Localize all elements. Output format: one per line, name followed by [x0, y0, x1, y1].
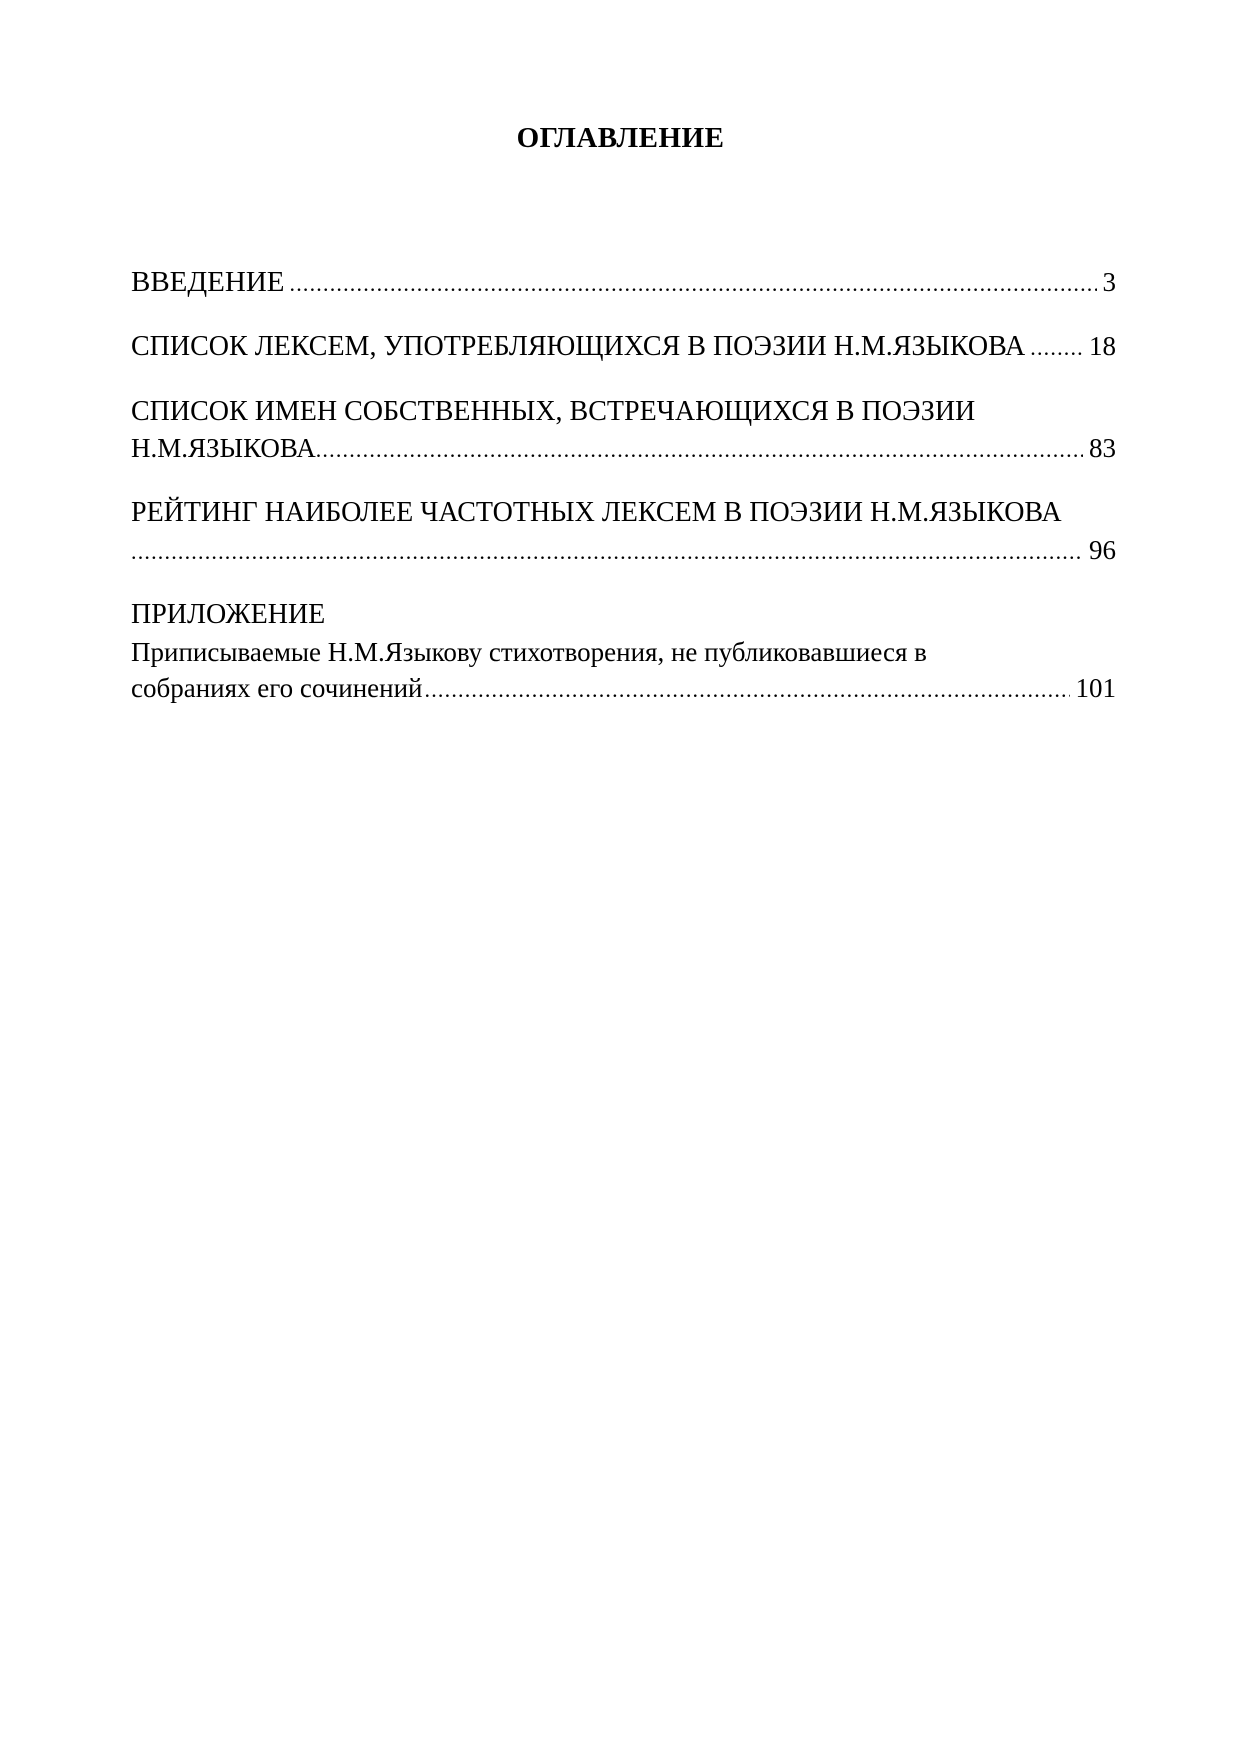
- toc-entry-label: Н.М.ЯЗЫКОВА: [131, 433, 316, 463]
- dot-leader: [316, 430, 1083, 470]
- toc-entry-label: ПРИЛОЖЕНИЕ: [131, 599, 326, 630]
- toc-page-number: 3: [1102, 267, 1116, 297]
- toc-page-number: 83: [1089, 433, 1116, 463]
- page-title: ОГЛАВЛЕНИЕ: [516, 122, 725, 154]
- toc-entry-rating-line1[interactable]: [131, 493, 1116, 533]
- toc-entry-appendix-line1[interactable]: [131, 632, 1116, 672]
- toc-entry-introduction[interactable]: [131, 262, 1116, 302]
- toc-entry-proper-names-line1[interactable]: [131, 392, 1116, 432]
- toc-entry-label: СПИСОК ЛЕКСЕМ, УПОТРЕБЛЯЮЩИХСЯ В ПОЭЗИИ Н.М.ЯЗЫКОВА: [131, 331, 1026, 362]
- toc-entry-label: СПИСОК ИМЕН СОБСТВЕННЫХ, ВСТРЕЧАЮЩИХСЯ В ПОЭЗИИ: [131, 396, 976, 427]
- toc-page-number: 96: [1089, 535, 1116, 565]
- toc-entry-label: Приписываемые Н.М.Языкову стихотворения, не публиковавшиеся в: [131, 637, 927, 667]
- toc-entry-label: собраниях его сочинений: [131, 673, 423, 703]
- dot-leader: [290, 264, 1097, 304]
- toc-entry-appendix-heading[interactable]: [131, 595, 1116, 635]
- dot-leader: [1030, 328, 1083, 368]
- toc-entry-label: РЕЙТИНГ НАИБОЛЕЕ ЧАСТОТНЫХ ЛЕКСЕМ В ПОЭЗИИ Н.М.ЯЗЫКОВА: [131, 497, 1062, 528]
- toc-page-number: 101: [1075, 673, 1116, 703]
- toc-entry-proper-names-line2[interactable]: [131, 428, 1116, 468]
- toc-entry-appendix-line2[interactable]: [131, 668, 1116, 708]
- dot-leader: [131, 532, 1083, 572]
- dot-leader: [425, 670, 1070, 710]
- toc-entry-rating-line2[interactable]: [131, 530, 1116, 570]
- toc-entry-lexemes[interactable]: [131, 326, 1116, 366]
- toc-page-number: 18: [1089, 331, 1116, 361]
- toc-entry-label: ВВЕДЕНИЕ: [131, 266, 285, 298]
